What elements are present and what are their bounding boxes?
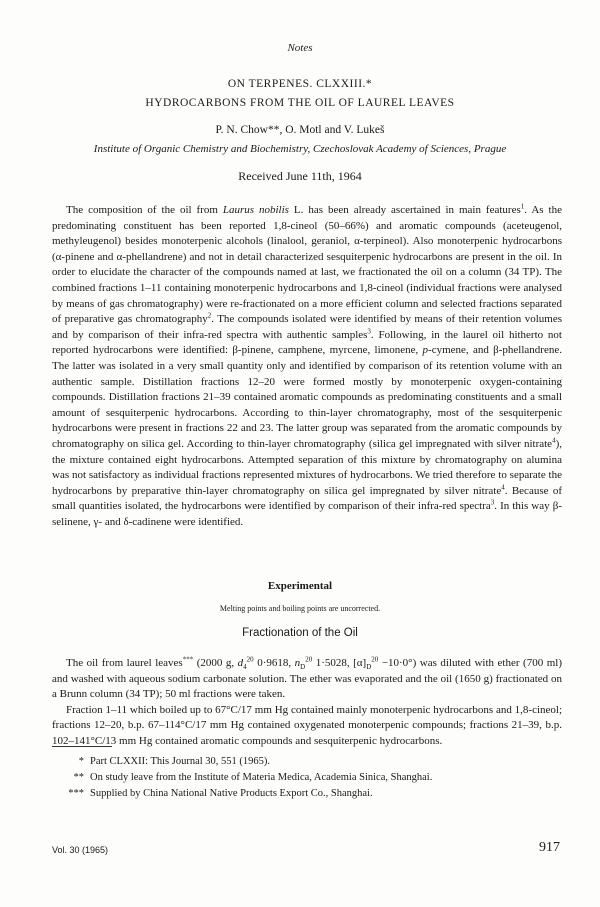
title-line-2: HYDROCARBONS FROM THE OIL OF LAUREL LEAVES xyxy=(145,97,455,109)
species-name: Laurus nobilis xyxy=(222,204,289,216)
experimental-paragraph xyxy=(52,656,562,703)
abstract-text: The composition of the oil from xyxy=(66,204,223,216)
reference-mark: 2 xyxy=(207,311,212,320)
superscript: 20 xyxy=(371,655,379,664)
authors: P. N. Chow**, O. Motl and V. Lukeš xyxy=(215,124,385,136)
body-text: 0·9618, xyxy=(253,657,295,669)
footnote-mark: ** xyxy=(73,772,84,783)
superscript: 20 xyxy=(305,655,313,664)
abstract-text: -cymene, and β-phellandrene. The latter was isolated in a very small quantity only and identified by comparison of its retention volume with an authentic sample. Distillation fractions 12–20 were formed mostly by monoterpenic oxygen-containing compounds. Distillation fractions 21–39 contained aromatic compounds as predominating constituents and a small amount of sesquiterpenic hydrocarbons. According to thin-layer chromatography, most of the sesquiterpenic hydrocarbons were present in fractions 22 and 23. The latter group was separated from the aromatic compounds by chromatography on silica gel. According to thin-layer chromatography (silica gel impregnated with silver nitrate xyxy=(52,344,562,450)
abstract-text: ), the mixture contained eight hydrocarbons. Attempted separation of this mixture by chromatography on alumina was not satisfactory as individual fractions represented mixtures of hydrocarbons. We tried therefore to separate the hydrocarbons by preparative thin-layer chromatography on silica gel impregnated by silver nitrate xyxy=(52,437,562,497)
footnote-text: Part CLXXII: This Journal 30, 551 (1965). xyxy=(90,756,271,767)
superscript: 20 xyxy=(246,655,254,664)
reference-mark: 3 xyxy=(490,498,495,507)
reference-mark: 4 xyxy=(501,483,505,492)
page-number: 917 xyxy=(539,840,560,855)
reference-mark: 3 xyxy=(367,327,371,336)
running-head: Notes xyxy=(287,42,313,54)
abstract-paragraph xyxy=(52,203,562,530)
section-heading-experimental: Experimental xyxy=(267,580,333,592)
abstract-text: . Following, in the laurel oil hitherto not reported hydrocarbons were identified: β-pinene, camphene, myrcene, limonene, xyxy=(52,328,562,357)
experimental-paragraph: Fraction 1–11 which boiled up to 67°C/17 mm Hg contained mainly monoterpenic hydrocarbons and 1,8-cineol; fractions 12–20, b.p. 67–114°C/17 mm Hg contained oxygenated monoterpenic compounds; fractions 21–39, b.p. 102–141°C/13 mm Hg contained aromatic compounds and sesquiterpenic hydrocarbons. xyxy=(52,703,562,747)
abstract-text: . The compounds isolated were identified by means of their retention volumes and by comparison of their infra-red spectra with authentic samples xyxy=(52,313,562,341)
institute: Institute of Organic Chemistry and Biochemistry, Czechoslovak Academy of Sciences, Prague xyxy=(93,143,507,155)
reference-mark: 4 xyxy=(552,436,556,445)
footnote-mark: *** xyxy=(182,655,194,664)
abstract-text: . In this way β-selinene, γ- and δ-cadinene were identified. xyxy=(52,500,562,528)
body-text: −10·0°) was diluted with ether (700 ml) and washed with aqueous sodium carbonate solution. The ether was evaporated and the oil (1650 g) fractionated on a Brunn column (34 TP); 50 ml fractions were taken. xyxy=(52,657,562,701)
para-prefix: p xyxy=(422,344,429,357)
subsection-heading-fractionation: Fractionation of the Oil xyxy=(242,627,358,639)
density-symbol: d xyxy=(237,657,244,669)
abstract-text: L. has been already ascertained in main features xyxy=(288,204,521,216)
body-text: The oil from laurel leaves xyxy=(66,657,183,669)
received-date: Received June 11th, 1964 xyxy=(238,169,362,183)
footnote-mark: * xyxy=(78,756,84,767)
footnote-divider xyxy=(52,746,112,747)
subscript: D xyxy=(366,663,372,672)
footnote-text: Supplied by China National Native Products Export Co., Shanghai. xyxy=(90,788,373,799)
footnote xyxy=(60,770,560,786)
subscript: D xyxy=(300,663,306,672)
footnote xyxy=(60,786,560,802)
body-text: 1·5028, [α] xyxy=(312,657,367,669)
reference-mark: 1 xyxy=(520,202,525,211)
title-line-1: ON TERPENES. CLXXIII.* xyxy=(227,78,373,90)
footnotes xyxy=(60,754,560,802)
body-text: (2000 g, xyxy=(193,657,238,669)
melting-points-note: Melting points and boiling points are uncorrected. xyxy=(219,604,381,613)
volume-label: Vol. 30 (1965) xyxy=(52,845,109,855)
abstract xyxy=(52,203,562,530)
abstract-text: . Because of small quantities isolated, the hydrocarbons were identified by comparison of their infra-red spectra xyxy=(52,484,562,513)
footnote xyxy=(60,754,560,770)
footnote-mark: *** xyxy=(68,788,84,799)
refractive-index-symbol: n xyxy=(294,657,301,669)
experimental-text xyxy=(52,656,562,750)
footnote-text: On study leave from the Institute of Materia Medica, Academia Sinica, Shanghai. xyxy=(90,772,433,783)
abstract-text: . As the predominating constituent has been reported 1,8-cineol (50–66%) and aromatic compounds (aceteugenol, methyleugenol) besides monoterpenic alcohols (linalool, geraniol, α-terpineol). Also monoterpenic hydrocarbons (α-pinene and α-phellandrene) and not in detail characterized sesquiterpenic hydrocarbons are present in the oil. In order to elucidate the character of the compounds named at last, we fractionated the oil on a column (34 TP). The combined fractions 1–11 containing monoterpenic hydrocarbons and 1,8-cineol (individual fractions were analysed by means of gas chromatography) were re-fractionated on a more efficient column and selected fractions separated of preparative gas chromatography xyxy=(52,204,562,326)
subscript: 4 xyxy=(243,663,247,672)
